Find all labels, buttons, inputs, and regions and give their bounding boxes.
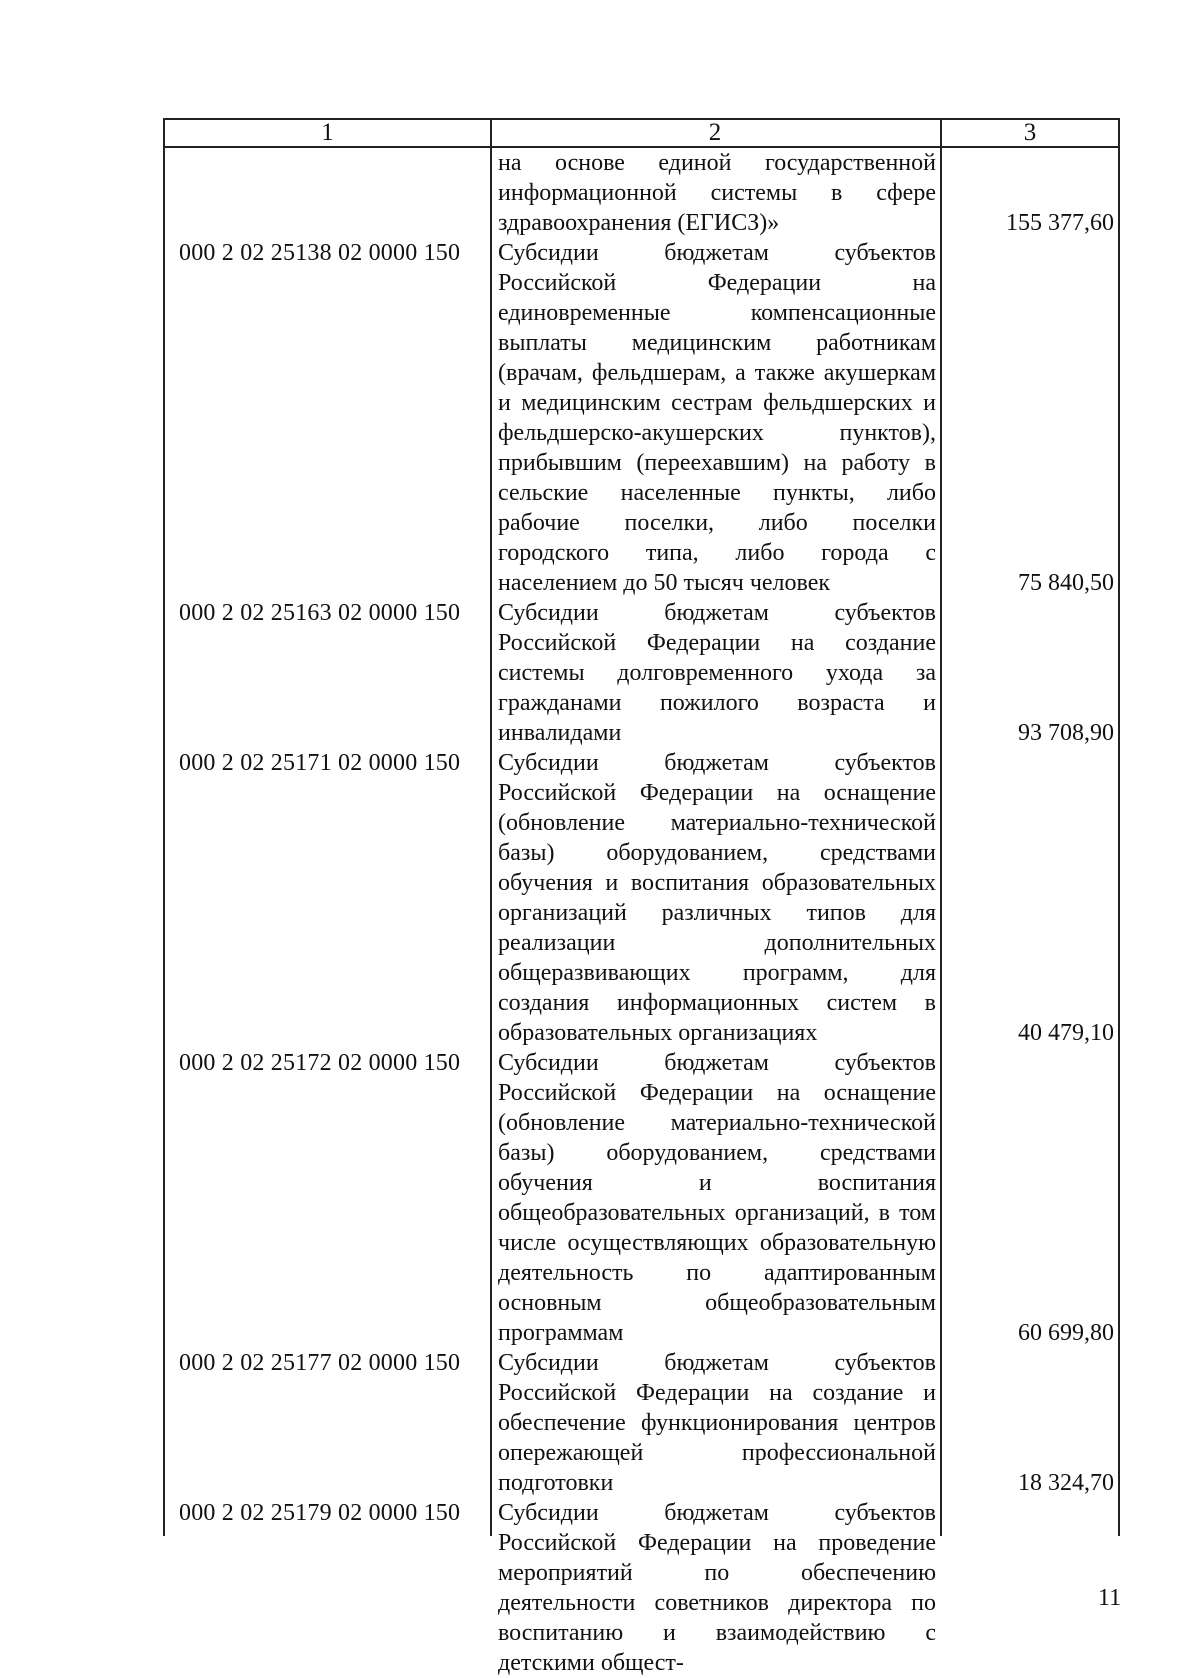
row-amount: 155 377,60 — [1006, 210, 1114, 236]
row-description: Субсидии бюджетам субъектов Российской Федерации на единовременные компенсационные выплаты медицинским работникам (врачам, фельдшерам, а также акушеркам и медицинским сестрам фельдшерских и фельдшерско-акушерских пунктов), прибывшим (переехавшим) на работу в сельские населенные пункты, либо рабочие поселки, либо поселки городского типа, либо города с населением до 50 тысяч человек — [498, 240, 936, 596]
table-row — [165, 1348, 1118, 1498]
row-amount: 75 840,50 — [1018, 570, 1114, 596]
header-cell-3: 3 — [1023, 119, 1037, 146]
table-row — [165, 598, 1118, 748]
row-description: Субсидии бюджетам субъектов Российской Федерации на оснащение (обновление материально-технической базы) оборудованием, средствами обучения и воспитания образовательных организаций различных типов для реализации дополнительных общеразвивающих программ, для создания информационных систем в образовательных организациях — [498, 750, 936, 1046]
row-description: Субсидии бюджетам субъектов Российской Федерации на проведение мероприятий по обеспечению деятельности советников директора по воспитанию и взаимодействию с детскими общест- — [498, 1500, 936, 1676]
row-code — [165, 148, 490, 238]
row-amount: 40 479,10 — [1018, 1020, 1114, 1046]
row-description: Субсидии бюджетам субъектов Российской Федерации на создание системы долговременного ухода за гражданами пожилого возраста и инвалидами — [498, 600, 936, 746]
header-cell-1: 1 — [321, 119, 334, 146]
row-amount: 93 708,90 — [1018, 720, 1114, 746]
table-row — [165, 1498, 1118, 1678]
header-cell-2: 2 — [708, 119, 722, 146]
table-header — [165, 118, 1118, 148]
row-description: на основе единой государственной информационной системы в сфере здравоохранения (ЕГИСЗ)» — [498, 150, 936, 236]
row-amount — [940, 1498, 1120, 1678]
row-code: 000 2 02 25177 02 0000 150 — [179, 1350, 461, 1376]
row-amount: 18 324,70 — [1018, 1470, 1114, 1496]
row-amount: 60 699,80 — [1018, 1320, 1114, 1346]
row-code: 000 2 02 25163 02 0000 150 — [179, 600, 461, 626]
table-body — [165, 148, 1118, 1678]
row-description: Субсидии бюджетам субъектов Российской Федерации на оснащение (обновление материально-технической базы) оборудованием, средствами обучения и воспитания общеобразовательных организаций, в том числе осуществляющих образовательную деятельность по адаптированным основным общеобразовательным программам — [498, 1050, 936, 1346]
row-code: 000 2 02 25171 02 0000 150 — [179, 750, 461, 776]
table-row — [165, 1048, 1118, 1348]
row-description: Субсидии бюджетам субъектов Российской Федерации на создание и обеспечение функционирования центров опережающей профессиональной подготовки — [498, 1350, 936, 1496]
row-code: 000 2 02 25179 02 0000 150 — [179, 1500, 461, 1526]
table-row — [165, 238, 1118, 598]
table-row — [165, 748, 1118, 1048]
page-number: 11 — [1098, 1585, 1122, 1611]
table-row — [165, 148, 1118, 238]
row-code: 000 2 02 25138 02 0000 150 — [179, 240, 461, 266]
row-code: 000 2 02 25172 02 0000 150 — [179, 1050, 461, 1076]
